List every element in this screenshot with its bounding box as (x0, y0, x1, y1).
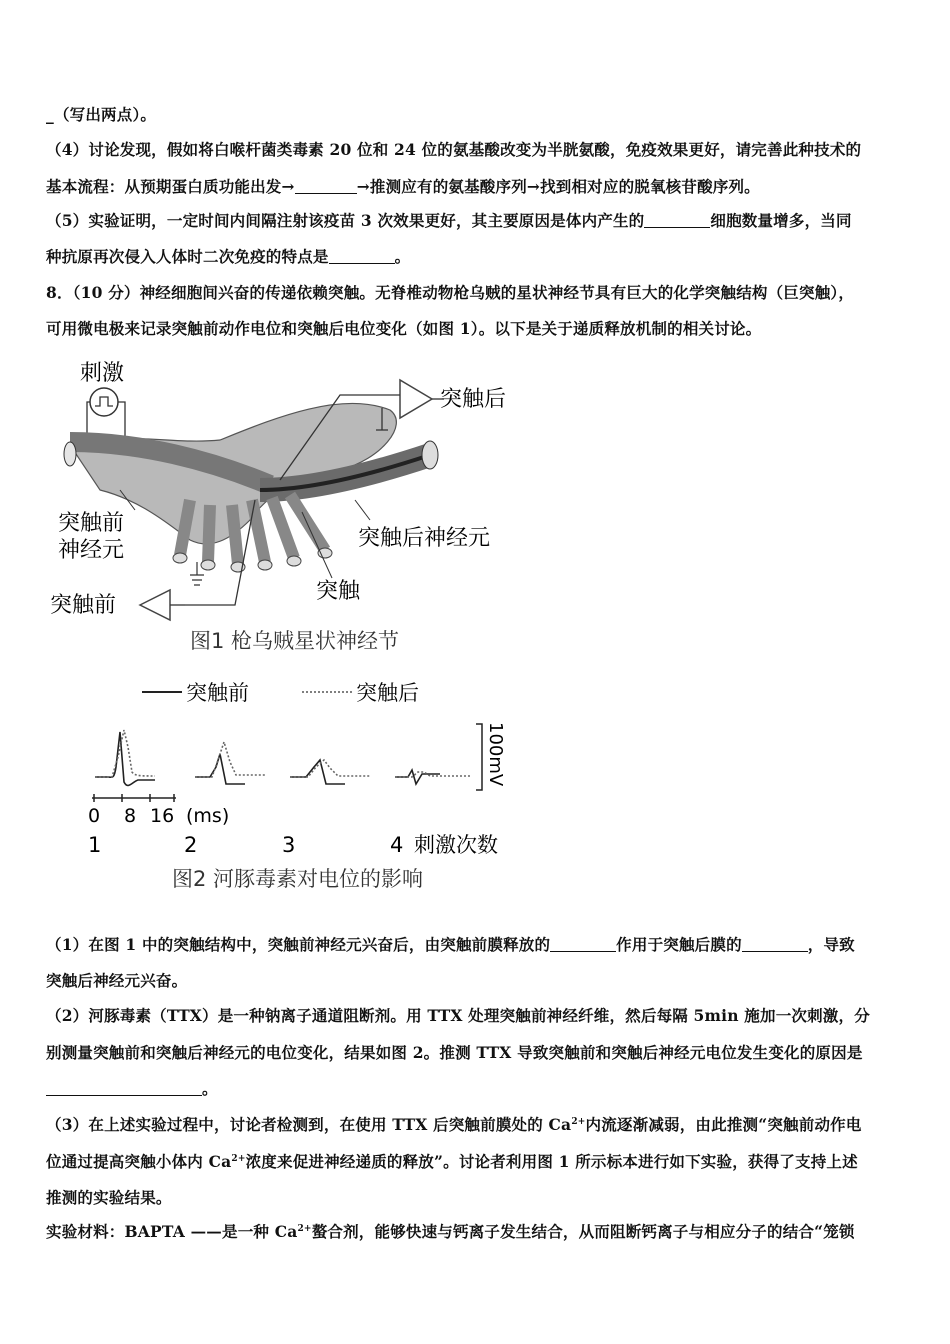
text-line: 突触后神经元兴奋。 (46, 971, 188, 990)
text-span: 螯合剂，能够快速与钙离子发生结合，从而阻断钙离子与相应分子的结合“笼锁 (311, 1222, 855, 1241)
figure-1 (40, 350, 530, 655)
answer-blank (295, 178, 357, 195)
text-span: （5）实验证明，一定时间内间隔注射该疫苗 3 次效果更好，其主要原因是体内产生的 (46, 211, 645, 230)
tick-label: 0 (88, 805, 101, 827)
text-line (46, 1150, 858, 1172)
trial-number: 3 (282, 833, 296, 857)
text-line: _（写出两点）。 (46, 105, 157, 124)
text-line: 推测的实验结果。 (46, 1188, 172, 1207)
figure-2-drawing (40, 672, 530, 894)
time-axis (92, 794, 176, 802)
figure-1-caption: 图1 枪乌贼星状神经节 (190, 629, 400, 653)
scale-bar (476, 724, 482, 790)
text-line (46, 245, 410, 267)
figure-1-drawing (40, 350, 530, 655)
label-pre-neuron: 突触前 (58, 511, 125, 536)
text-span: 位通过提高突触小体内 Ca (46, 1152, 232, 1171)
text-span: 作用于突触后膜的 (616, 935, 742, 954)
answer-blank (742, 936, 808, 953)
text-line: （2）河豚毒素（TTX）是一种钠离子通道阻断剂。用 TTX 处理突触前神经纤维，然后每隔 5min 施加一次刺激，分 (46, 1006, 870, 1025)
amplifier-icon (140, 590, 170, 620)
text-span: 种抗原再次侵入人体时二次免疫的特点是 (46, 247, 329, 266)
stimulator-icon (90, 388, 118, 416)
trial-number: 1 (88, 833, 102, 857)
superscript: 2+ (297, 1223, 312, 1234)
time-unit: (ms) (186, 805, 230, 827)
text-span: 浓度来促进神经递质的释放”。讨论者利用图 1 所示标本进行如下实验，获得了支持上述 (245, 1152, 858, 1171)
figure-2 (40, 672, 530, 894)
trial-number: 2 (184, 833, 198, 857)
text-span: 。 (394, 247, 411, 266)
answer-blank (550, 936, 616, 953)
text-line (46, 1113, 862, 1135)
text-line (46, 175, 760, 197)
potential-traces (95, 730, 470, 785)
text-line (46, 209, 852, 231)
text-span: ，导致 (807, 935, 855, 954)
text-line: 别测量突触前和突触后神经元的电位变化，结果如图 2。推测 TTX 导致突触前和突触后神经元电位发生变化的原因是 (46, 1043, 863, 1062)
label-pre-bottom: 突触前 (50, 593, 117, 618)
legend-pre-label: 突触前 (186, 681, 249, 705)
text-span: 细胞数量增多，当同 (710, 211, 852, 230)
text-line: （4）讨论发现，假如将白喉杆菌类毒素 20 位和 24 位的氨基酸改变为半胱氨酸，免疫效果更好，请完善此种技术的 (46, 140, 862, 159)
text-span: （1）在图 1 中的突触结构中，突触前神经元兴奋后，由突触前膜释放的 (46, 935, 551, 954)
text-line (46, 1077, 218, 1099)
answer-blank (46, 1080, 202, 1097)
text-span: 基本流程：从预期蛋白质功能出发→ (46, 177, 295, 196)
answer-blank (329, 248, 395, 265)
text-span: 实验材料：BAPTA ——是一种 Ca (46, 1222, 298, 1241)
amplifier-icon (400, 380, 432, 418)
answer-blank (644, 212, 710, 229)
text-line: 可用微电极来记录突触前动作电位和突触后电位变化（如图 1）。以下是关于递质释放机制的相关讨论。 (46, 319, 762, 338)
legend-post-label: 突触后 (356, 681, 419, 705)
text-span: 。 (202, 1079, 218, 1098)
tick-label: 8 (124, 805, 137, 827)
figure-2-caption: 图2 河豚毒素对电位的影响 (172, 867, 424, 891)
tick-label: 16 (150, 805, 175, 827)
question-heading: 8．（10 分）神经细胞间兴奋的传递依赖突触。无脊椎动物枪乌贼的星状神经节具有巨大的化学突触结构（巨突触）， (46, 283, 855, 302)
text-span: （3）在上述实验过程中，讨论者检测到，在使用 TTX 后突触前膜处的 Ca (46, 1115, 572, 1134)
label-pre-neuron: 神经元 (58, 538, 125, 563)
label-post-neuron: 突触后神经元 (358, 526, 491, 551)
scale-label: 100mV (485, 722, 506, 787)
label-post-top: 突触后 (440, 387, 507, 412)
text-span: 内流逐渐减弱，由此推测“突触前动作电 (585, 1115, 862, 1134)
trial-axis-label: 刺激次数 (414, 833, 498, 857)
superscript: 2+ (231, 1153, 246, 1164)
label-synapse: 突触 (316, 579, 361, 604)
text-span: →推测应有的氨基酸序列→找到相对应的脱氧核苷酸序列。 (356, 177, 760, 196)
text-line (46, 1220, 855, 1242)
text-line (46, 933, 855, 955)
label-stimulus: 刺激 (80, 361, 125, 386)
superscript: 2+ (571, 1116, 586, 1127)
trial-number: 4 (390, 833, 404, 857)
